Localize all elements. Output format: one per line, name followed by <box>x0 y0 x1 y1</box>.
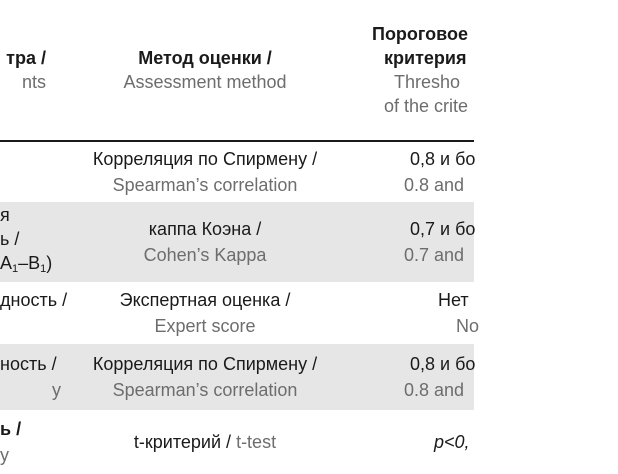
header-col3-en-1: Thresho <box>394 72 461 92</box>
row2-param-b: ь / <box>0 229 20 249</box>
row3-threshold-en: No <box>456 316 480 336</box>
header-col1 <box>0 0 46 140</box>
row5-method <box>60 410 350 474</box>
row5-threshold <box>434 410 614 474</box>
row1-threshold-en: 0.8 and <box>404 175 465 195</box>
row5-param-b: у <box>0 445 9 465</box>
header-col2-ru: Метод оценки / <box>138 48 272 68</box>
row1-method <box>60 142 350 202</box>
row1-threshold-ru: 0,8 и бо <box>410 149 476 169</box>
row2-param-c: $A_1-B_1$) <box>0 253 53 275</box>
row3-threshold-ru: Нет <box>438 290 469 310</box>
row1-method-ru: Корреляция по Спирмену / <box>92 149 318 169</box>
row5-param-a: ь / <box>0 419 22 439</box>
row3-method-ru: Экспертная оценка / <box>119 290 291 310</box>
header-col2 <box>60 0 350 140</box>
row3-param-a: дность / <box>0 290 68 310</box>
row1-threshold <box>404 142 584 202</box>
row5-method-en: t-test <box>236 432 277 452</box>
row5-threshold-ru: p<0, <box>434 432 470 452</box>
table-row <box>0 344 474 410</box>
table-row <box>0 142 474 202</box>
row2-method <box>60 202 350 282</box>
row2-param-a: я <box>0 205 10 225</box>
table-row <box>0 202 474 282</box>
row4-method-en: Spearman’s correlation <box>112 380 298 400</box>
row5-method-ru: t-критерий / <box>133 432 232 452</box>
table-row <box>0 410 474 474</box>
row2-parameter <box>0 202 60 282</box>
header-col1-ru: тра / <box>6 48 46 68</box>
header-col3-ru-2: критерия <box>384 48 467 68</box>
row4-param-a: ность / <box>0 354 57 374</box>
row4-method-ru: Корреляция по Спирмену / <box>92 354 318 374</box>
row2-threshold-ru: 0,7 и бо <box>410 219 476 239</box>
header-col3-ru-1: Пороговое <box>372 24 469 44</box>
header-col3-en-2: of the crite <box>384 96 469 116</box>
table-header-row <box>0 0 474 140</box>
header-col2-en: Assessment method <box>123 72 287 92</box>
row2-method-ru: каппа Коэна / <box>148 219 262 239</box>
row2-threshold <box>404 202 584 282</box>
header-col1-en: nts <box>21 72 46 92</box>
row4-param-b: у <box>52 380 61 400</box>
row3-threshold <box>438 282 618 344</box>
row2-method-en: Cohen’s Kappa <box>143 245 267 265</box>
row4-threshold-ru: 0,8 и бо <box>410 354 476 374</box>
row5-parameter <box>0 410 40 474</box>
table-row <box>0 282 480 344</box>
row3-method <box>60 282 350 344</box>
row2-threshold-en: 0.7 and <box>404 245 465 265</box>
row4-method <box>60 344 350 410</box>
row1-method-en: Spearman’s correlation <box>112 175 298 195</box>
header-col3 <box>372 0 572 140</box>
row4-threshold-en: 0.8 and <box>404 380 465 400</box>
row3-method-en: Expert score <box>154 316 256 336</box>
row4-threshold <box>404 344 584 410</box>
